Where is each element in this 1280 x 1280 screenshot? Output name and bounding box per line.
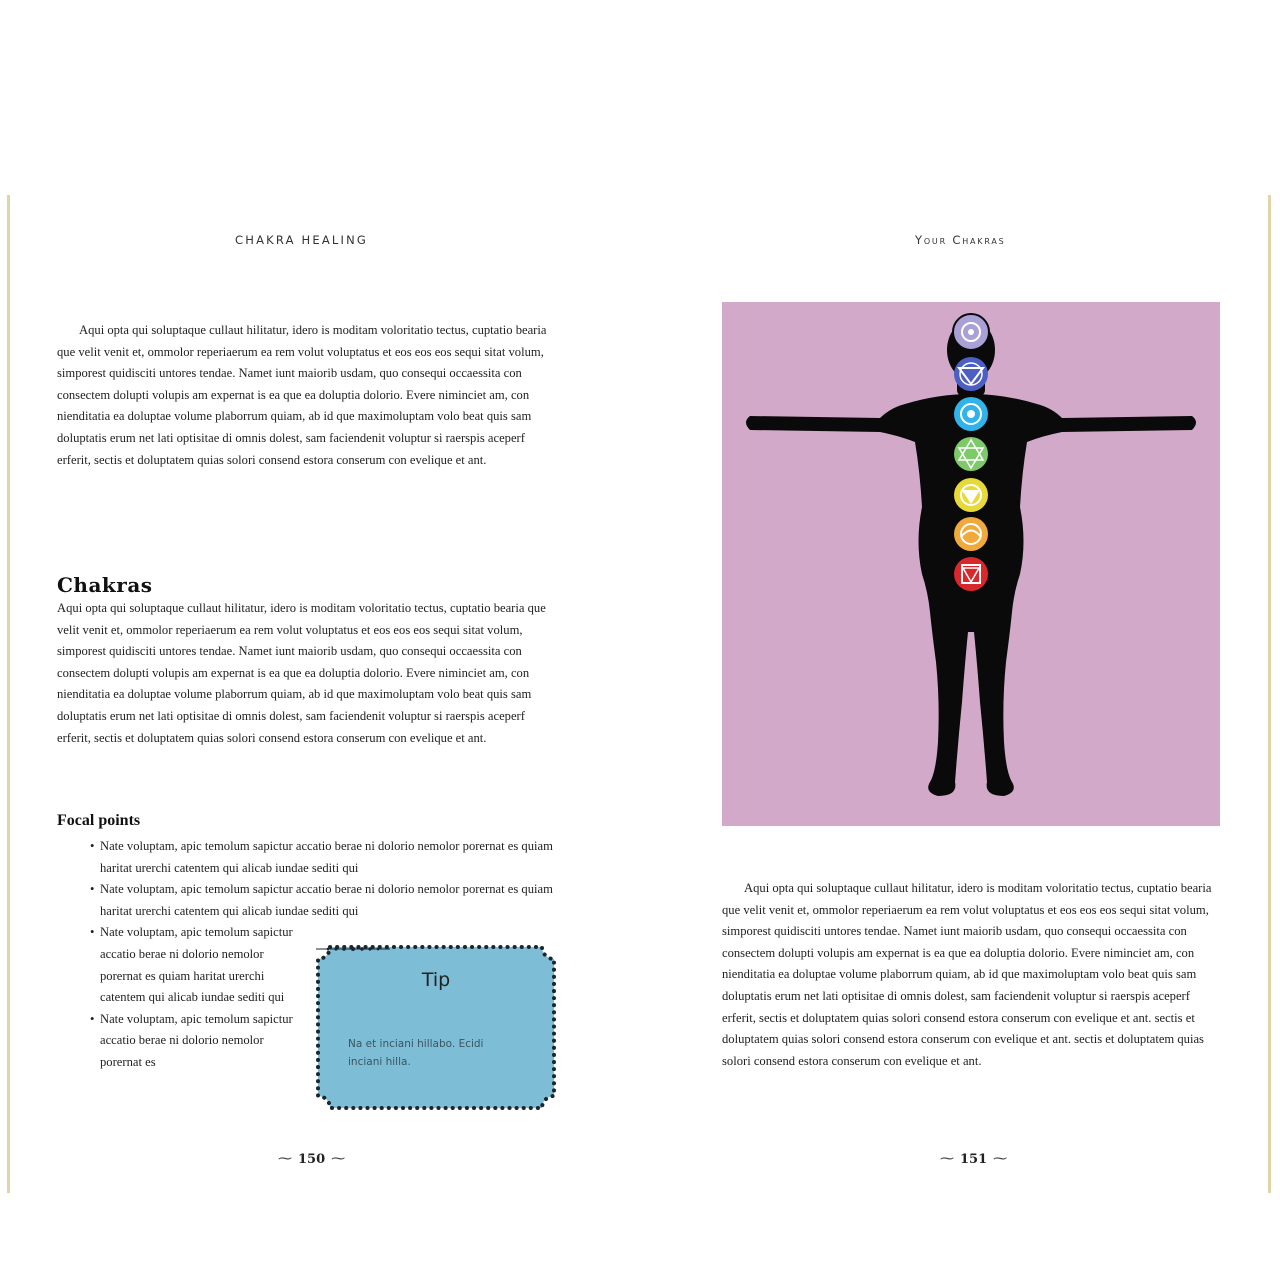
right-paragraph: Aqui opta qui soluptaque cullaut hilitatur, idero is moditam voloritatio tectus, cuptatio bearia que velit venit et, ommolor reperiaerum ea rem volut voluptatus et eos eos eos sequi sitat volum, simporest quidisciti untores tendae. Namet iunt maiorib usdam, quo consequi occaessita con consectem dolupti volupis am expernat is ea que ea doluptia dolorio. Evere niminciet am, con nienditatia ea doluptae volume plaborrum quiam, ab id que maximoluptam volo beat quis sam doluptatis erum net lati optisitae di omnis dolest, sam faciendenit voluptur si raerspis aceperf erferit, sectis et doluptatem quias solori consend estora conserum con evelique et ant. sectis et doluptatem quias solori consend estora conserum con evelique et ant. sectis et doluptatem quias solori consend estora conserum con evelique et ant. <box>722 881 1212 1068</box>
tip-title: Tip <box>421 969 451 991</box>
chakra-root-icon <box>954 557 988 591</box>
tip-text: Na et inciani hillabo. Ecidi inciani hilla. <box>348 1038 484 1068</box>
page-number: 151 <box>960 1151 988 1167</box>
list-item: • Nate voluptam, apic temolum sapictur accatio berae ni dolorio nemolor porernat es quiam haritat urerchi catentem qui alicab iundae sediti qui <box>57 922 300 1008</box>
list-item: • Nate voluptam, apic temolum sapictur accatio berae ni dolorio nemolor porernat es quiam haritat urerchi catentem qui alicab iundae sediti qui <box>57 879 557 922</box>
chakras-heading: Chakras <box>57 573 153 597</box>
page-number-right <box>940 1151 1007 1167</box>
intro-paragraph: Aqui opta qui soluptaque cullaut hilitatur, idero is moditam voloritatio tectus, cuptatio bearia que velit venit et, ommolor reperiaerum ea rem volut voluptatus et eos eos eos sequi sitat volum, simporest quidisciti untores tendae. Namet iunt maiorib usdam, quo consequi occaessita con consectem dolupti volupis am expernat is ea que ea doluptia dolorio. Evere niminciet am, con nienditatia ea doluptae volume plaborrum quiam, ab id que maximoluptam volo beat quis sam doluptatis erum net lati optisitae di omnis dolest, sam faciendenit voluptur si raerspis aceperf erferit, sectis et doluptatem quias solori consend estora conserum con evelique et ant. <box>57 323 547 467</box>
chakra-sacral-icon <box>954 517 988 551</box>
folio-ornament-icon: ⁓ <box>993 1151 1008 1167</box>
chakra-third-eye-icon <box>954 357 988 391</box>
chakra-figure-svg <box>722 302 1220 826</box>
chakras-paragraph: Aqui opta qui soluptaque cullaut hilitatur, idero is moditam voloritatio tectus, cuptatio bearia que velit venit et, ommolor reperiaerum ea rem volut voluptatus et eos eos eos sequi sitat volum, simporest quidisciti untores tendae. Namet iunt maiorib usdam, quo consequi occaessita con consectem dolupti volupis am expernat is ea que ea doluptia dolorio. Evere niminciet am, con nienditatia ea doluptae volume plaborrum quiam, ab id que maximoluptam volo beat quis sam doluptatis erum net lati optisitae di omnis dolest, sam faciendenit voluptur si raerspis aceperf erferit, sectis et doluptatem quias solori consend estora conserum con evelique et ant. <box>57 601 546 745</box>
page-number: 150 <box>298 1151 326 1167</box>
list-item: • Nate voluptam, apic temolum sapictur accatio berae ni dolorio nemolor porernat es quiam haritat urerchi catentem qui alicab iundae sediti qui <box>57 836 557 879</box>
chakra-solar-plexus-icon <box>954 478 988 512</box>
left-page <box>10 195 630 1193</box>
folio-ornament-icon: ⁓ <box>940 1151 954 1167</box>
folio-ornament-icon: ⁓ <box>331 1151 346 1167</box>
list-item: • Nate voluptam, apic temolum sapictur accatio berae ni dolorio nemolor porernat es <box>57 1009 300 1074</box>
chakra-throat-icon <box>954 397 988 431</box>
chakra-heart-icon <box>954 437 988 471</box>
tip-divider-ornament <box>316 945 390 953</box>
folio-ornament-icon: ⁓ <box>278 1151 292 1167</box>
page-number-left <box>278 1151 345 1167</box>
focal-points-heading: Focal points <box>57 812 141 829</box>
running-head-left: CHAKRA HEALING <box>235 233 369 247</box>
chakra-crown-icon <box>953 314 989 350</box>
running-head-right: Your Chakras <box>915 233 1006 247</box>
right-page-edge <box>1268 195 1271 1193</box>
tip-box <box>316 945 556 1110</box>
right-page <box>650 195 1268 1193</box>
chakra-body-illustration <box>722 302 1220 826</box>
